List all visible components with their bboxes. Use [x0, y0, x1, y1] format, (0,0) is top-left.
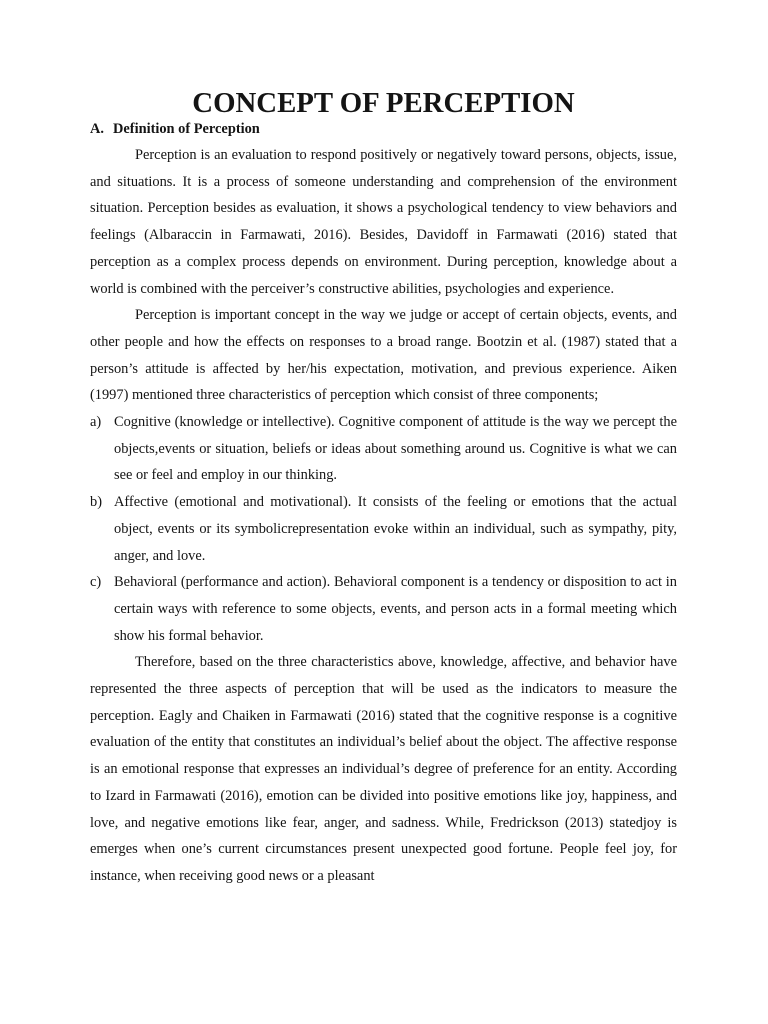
paragraph-2: Perception is important concept in the way we judge or accept of certain objects, events, and other people and how the effects on responses to a broad range. Bootzin et al. (1987) stated that a person’s attitude is affected by her/his expectation, motivation, and previous experience. Aiken (1997) mentioned three characteristics of perception which consist of three components; — [90, 307, 677, 404]
document-page — [90, 87, 677, 890]
list-item-text: Affective (emotional and motivational). It consists of the feeling or emotions that the actual object, events or its symbolicrepresentation evoke within an individual, such as sympathy, pity, anger, and love. — [114, 494, 677, 564]
list-item-affective — [90, 489, 677, 569]
section-number: A. — [90, 121, 104, 137]
list-marker: a) — [90, 414, 102, 431]
document-title: CONCEPT OF PERCEPTION — [192, 87, 575, 119]
list-item-behavioral — [90, 569, 677, 649]
list-marker: c) — [90, 574, 102, 591]
section-heading — [90, 116, 677, 142]
list-item-text: Behavioral (performance and action). Behavioral component is a tendency or disposition to act in certain ways with reference to some objects, events, and person acts in a formal meeting which show his formal behavior. — [114, 574, 677, 644]
characteristics-list — [90, 409, 677, 649]
paragraph-3: Therefore, based on the three characteristics above, knowledge, affective, and behavior have represented the three aspects of perception that will be used as the indicators to measure the perception. Eagly and Chaiken in Farmawati (2016) stated that the cognitive response is a cognitive evaluation of the entity that constitutes an individual’s belief about the object. The affective response is an emotional response that expresses an individual’s degree of preference for an entity. According to Izard in Farmawati (2016), emotion can be divided into positive emotions like joy, happiness, and love, and negative emotions like fear, anger, and sadness. While, Fredrickson (2013) statedjoy is emerges when one’s current circumstances present unexpected good fortune. People feel joy, for instance, when receiving good news or a pleasant — [90, 654, 677, 884]
list-item-cognitive — [90, 409, 677, 489]
list-item-text: Cognitive (knowledge or intellective). Cognitive component of attitude is the way we percept the objects,events or situation, beliefs or ideas about something around us. Cognitive is what we can see or feel and employ in our thinking. — [114, 414, 677, 484]
paragraph-1: Perception is an evaluation to respond positively or negatively toward persons, objects, issue, and situations. It is a process of someone understanding and comprehension of the environment situation. Perception besides as evaluation, it shows a psychological tendency to view behaviors and feelings (Albaraccin in Farmawati, 2016). Besides, Davidoff in Farmawati (2016) stated that perception as a complex process depends on environment. During perception, knowledge about a world is combined with the perceiver’s constructive abilities, psychologies and experience. — [90, 147, 677, 297]
section-title: Definition of Perception — [113, 121, 260, 137]
list-marker: b) — [90, 494, 102, 511]
